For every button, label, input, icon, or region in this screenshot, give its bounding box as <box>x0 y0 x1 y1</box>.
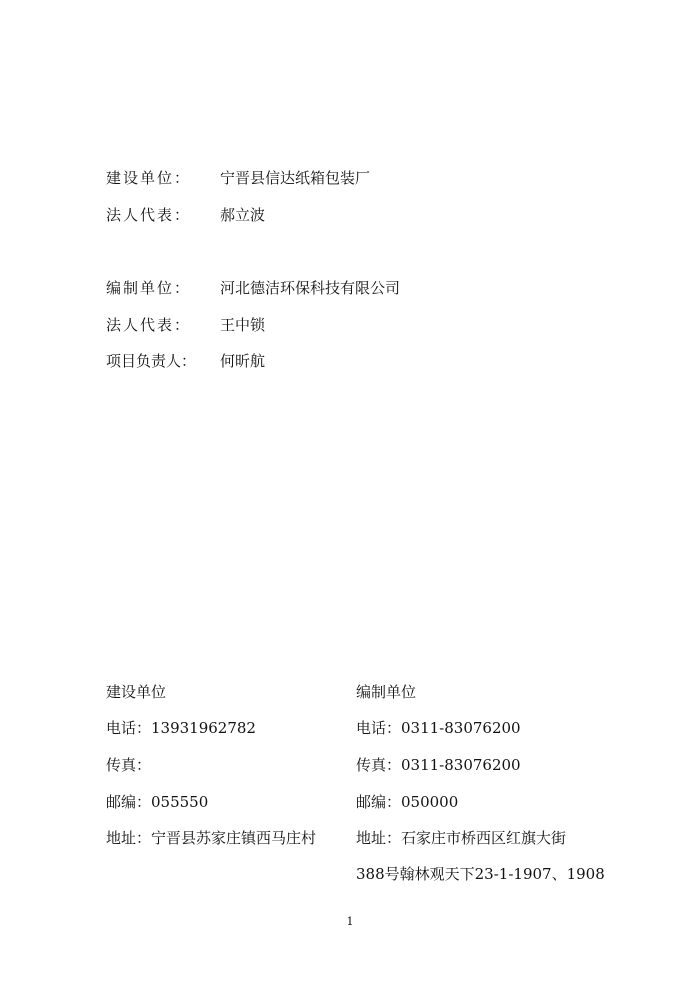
page-number: 1 <box>346 915 354 928</box>
contact-right-heading: 编制单位 <box>356 682 417 701</box>
construction-rep-label: 法人代表： <box>106 205 192 224</box>
construction-unit-row <box>106 165 370 189</box>
preparation-rep-row <box>106 312 265 336</box>
construction-unit-value: 宁晋县信达纸箱包装厂 <box>220 168 371 187</box>
contact-right-postcode: 邮编：050000 <box>356 792 459 811</box>
construction-rep-row <box>106 202 265 226</box>
contact-right-address-line2: 388号翰林观天下23-1-1907、1908 <box>356 864 605 883</box>
preparation-unit-label: 编制单位： <box>106 278 192 297</box>
contact-left-address: 地址：宁晋县苏家庄镇西马庄村 <box>106 828 317 847</box>
construction-rep-value: 郝立波 <box>220 205 266 224</box>
contact-right-fax: 传真：0311-83076200 <box>356 755 521 774</box>
construction-unit-label: 建设单位： <box>106 168 192 187</box>
contact-left-postcode: 邮编：055550 <box>106 792 209 811</box>
preparation-rep-value: 王中锁 <box>220 315 266 334</box>
project-lead-label: 项目负责人： <box>106 351 197 370</box>
project-lead-value: 何昕航 <box>220 351 266 370</box>
contact-left-fax: 传真： <box>106 755 152 774</box>
contact-right-phone: 电话：0311-83076200 <box>356 718 521 737</box>
contact-right-address-line1: 地址：石家庄市桥西区红旗大街 <box>356 828 567 847</box>
project-lead-row <box>106 348 265 372</box>
preparation-rep-label: 法人代表： <box>106 315 192 334</box>
contact-left-phone: 电话：13931962782 <box>106 718 256 737</box>
preparation-unit-row <box>106 275 400 299</box>
preparation-unit-value: 河北德洁环保科技有限公司 <box>220 278 401 297</box>
contact-left-heading: 建设单位 <box>106 682 167 701</box>
